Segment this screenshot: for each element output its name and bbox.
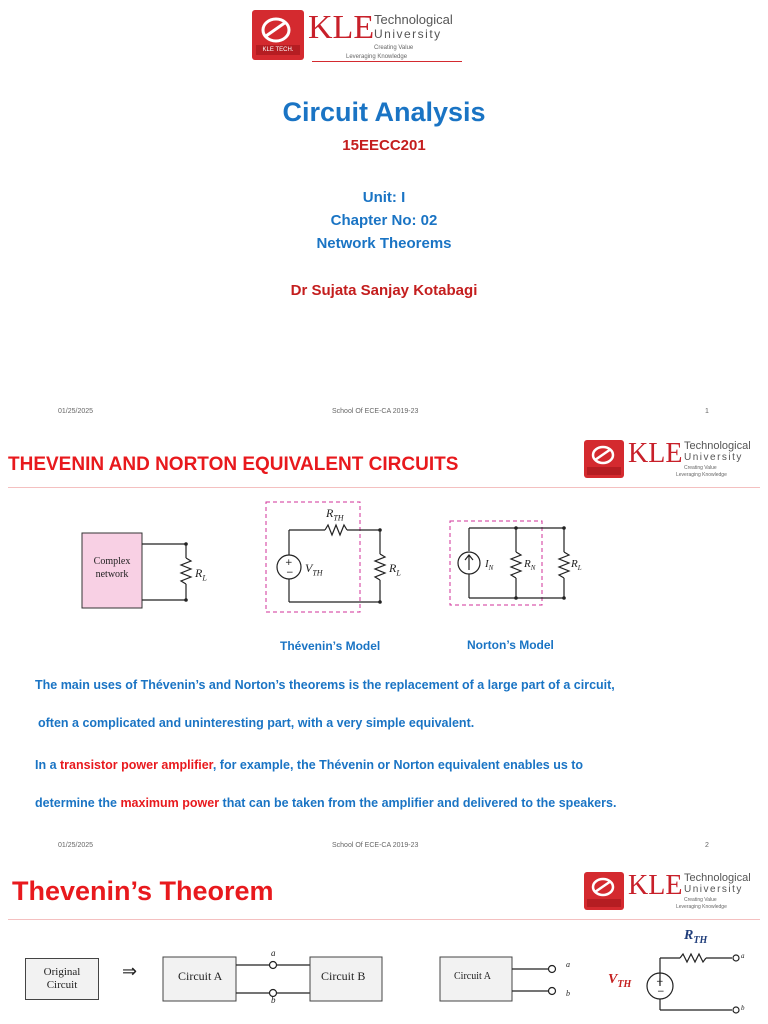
rn-resistor [511,552,521,578]
slide1-title: Circuit Analysis [282,97,486,127]
slide1-footer-date: 01/25/2025 [58,408,94,415]
complex-line1: Complex [93,556,131,567]
kle-swirl-icon [584,440,624,478]
original-line2: Circuit [46,979,78,991]
terminal-b-3: b [741,1004,745,1012]
thevenin-caption: Thévenin’s Model [280,639,381,653]
svg-text:−: − [657,987,665,997]
complex-line2: network [95,569,129,580]
circuit-a2-label: Circuit A [454,971,491,982]
para1-line2: often a complicated and uninteresting part, with a very simple equivalent. [38,716,475,730]
in-label: $I_N$ [485,558,494,573]
thevenin-dashed-box [266,502,360,612]
kle-logo-small [584,870,762,916]
rth-label: $R_{TH}$ [326,506,344,523]
logo-tagline1: Creating Value [374,45,414,51]
rl-label-2: $R_L$ [389,561,401,578]
circuit-b-label: Circuit B [321,969,366,983]
logo-technological: Technological [374,12,453,27]
logo-kle-text: KLE [628,438,683,469]
original-circuit-box [25,958,99,1000]
logo-university: University [684,452,743,463]
slide-2 [0,432,768,862]
vth-label-2: $V_{TH}$ [608,972,632,990]
terminal-b-1: b [271,995,276,1005]
slide2-footer-date: 01/25/2025 [58,842,94,849]
logo-university: University [374,27,442,41]
original-line1: Original [43,966,81,978]
rth-label-2: $R_{TH}$ [684,928,708,946]
logo-underline [312,61,462,62]
terminal-a-1: a [271,948,276,958]
norton-caption: Norton’s Model [467,638,554,652]
logo-tagline1: Creating Value [684,897,717,903]
slide2-title: THEVENIN AND NORTON EQUIVALENT CIRCUITS [8,454,459,475]
terminal-a-2: a [566,960,570,969]
highlight-maximum-power: maximum power [120,796,220,810]
rth-resistor [325,525,347,535]
thevenin-theorem-circuits [160,948,760,1024]
rl-label-1: $R_L$ [195,566,207,583]
kle-logo-small [584,438,762,484]
terminal-a-3: a [741,952,745,960]
topic-label: Network Theorems [316,235,452,252]
slide-1 [0,0,768,430]
complex-network-label [82,555,142,581]
rl-resistor-1 [181,558,191,584]
para2-line2: determine the maximum power that can be taken from the amplifier and delivered to the speakers. [35,796,617,810]
implies-arrow: ⇒ [122,961,138,981]
logo-badge-text: KLE TECH. [262,47,294,53]
logo-university: University [684,884,743,895]
slide3-divider [8,919,760,920]
logo-technological: Technological [684,872,751,884]
slide1-footer-school: School Of ECE-CA 2019-23 [332,408,419,415]
rn-label: $R_N$ [524,558,536,573]
kle-logo-emblem [584,872,624,910]
author-name: Dr Sujata Sanjay Kotabagi [290,282,478,299]
logo-kle-text: KLE [308,9,375,46]
rl-label-3: $R_L$ [571,558,582,573]
logo-tagline2: Leveraging Knowledge [346,54,408,60]
slide1-footer-page: 1 [705,408,709,415]
circuit-a-label: Circuit A [178,969,223,983]
para1-line1: The main uses of Thévenin’s and Norton’s theorems is the replacement of a large part of a circuit, [35,678,615,692]
rl-resistor-3 [559,552,569,578]
slide3-title: Thevenin’s Theorem [12,876,274,906]
slide-3 [0,864,768,1024]
slide2-divider [8,487,760,488]
kle-logo-emblem [252,10,304,60]
logo-technological: Technological [684,440,751,452]
highlight-transistor-power-amplifier: transistor power amplifier [60,758,213,772]
chapter-label: Chapter No: 02 [330,212,438,229]
svg-text:+: + [656,977,664,987]
vth-label: $V_{TH}$ [305,561,323,578]
rl-resistor-2 [375,554,385,580]
logo-kle-text: KLE [628,870,683,901]
kle-swirl-icon [584,872,624,910]
kle-logo-emblem [584,440,624,478]
logo-tagline2: Leveraging Knowledge [676,904,727,910]
slide2-footer-page: 2 [705,842,709,849]
course-code: 15EECC201 [342,137,426,154]
para2-line1: In a transistor power amplifier, for example, the Thévenin or Norton equivalent enables us to [35,758,584,772]
unit-label: Unit: I [362,189,406,206]
rth-resistor-2 [680,954,706,962]
terminal-b-2: b [566,989,570,998]
svg-text:+: + [285,558,293,568]
logo-tagline1: Creating Value [684,465,717,471]
logo-tagline2: Leveraging Knowledge [676,472,727,478]
slide2-footer-school: School Of ECE-CA 2019-23 [332,842,419,849]
svg-text:−: − [286,568,294,578]
kle-logo [252,10,467,65]
